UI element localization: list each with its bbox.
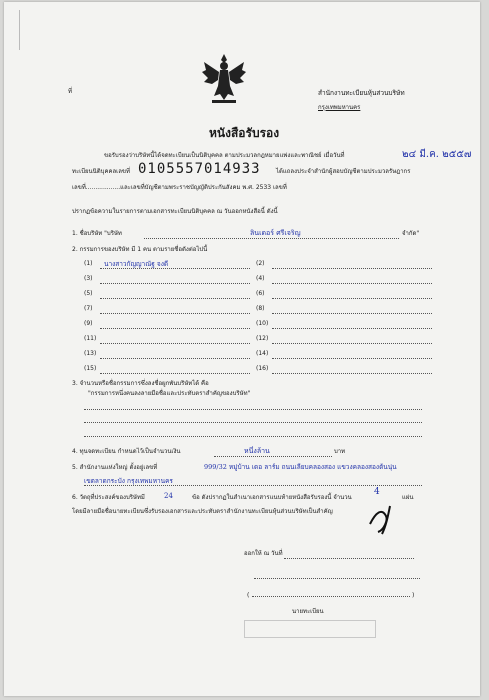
scan-mark <box>19 10 20 50</box>
director-number: (16) <box>256 365 269 372</box>
intro-line-4: ปรากฏข้อความในรายการตามเอกสารทะเบียนนิติบุคคล ณ วันออกหนังสือนี้ ดังนี้ <box>72 208 278 215</box>
reference-label: ที่ <box>68 88 72 95</box>
director-number: (9) <box>84 320 93 327</box>
director-name: นางสาวกัญญาณัฐ จงดี <box>104 260 169 268</box>
reg-number-label: ทะเบียนนิติบุคคลเลขที่ <box>72 168 130 175</box>
director-number: (14) <box>256 350 269 357</box>
director-number: (8) <box>256 305 265 312</box>
document-page <box>4 2 480 696</box>
office-name: สำนักงานทะเบียนหุ้นส่วนบริษัท <box>318 89 405 97</box>
garuda-emblem-icon <box>200 50 248 106</box>
signing-text: "กรรมการหนึ่งคนลงลายมือชื่อและประทับตราสำคัญของบริษัท" <box>88 390 251 397</box>
intro-line-2-tail: ได้แถลงประจำสำนักผู้สอบบัญชีตามประมวลรัษฎากร <box>276 168 411 175</box>
item-4-label: 4. ทุนจดทะเบียน กำหนดไว้เป็นจำนวนเงิน <box>72 448 181 455</box>
company-name: ลินเดอร์ ศรีเจริญ <box>250 229 301 237</box>
director-number: (1) <box>84 260 93 267</box>
office-address-1: 999/32 หมู่บ้าน เดอ ลาร์ม ถนนเลียบคลองสอง แขวงคลองสองต้นนุ่น <box>204 463 397 471</box>
office-address-2: เขตลาดกระบัง กรุงเทพมหานคร <box>84 477 173 485</box>
paren-open: ( <box>247 592 250 599</box>
director-number: (4) <box>256 275 265 282</box>
registration-number: 0105557014933 <box>138 161 261 177</box>
intro-line-1: ขอรับรองว่าบริษัทนี้ได้จดทะเบียนเป็นนิติบุคคล ตามประมวลกฎหมายแพ่งและพาณิชย์ เมื่อวันที่ <box>104 152 345 159</box>
director-number: (3) <box>84 275 93 282</box>
director-number: (11) <box>84 335 97 342</box>
objectives-text: ข้อ ดังปรากฏในสำเนาเอกสารแนบท้ายหนังสือรับรองนี้ จำนวน <box>192 494 352 501</box>
registrar-title: นายทะเบียน <box>292 608 324 615</box>
item-2-label: 2. กรรมการของบริษัท มี 1 คน ตามรายชื่อดังต่อไปนี้ <box>72 246 208 253</box>
objectives-line-2: โดยมีลายมือชื่อนายทะเบียนซึ่งรับรองเอกสารและประทับตราสำนักงานทะเบียนหุ้นส่วนบริษัทเป็นสำคัญ <box>72 508 333 515</box>
issued-date-label: ออกให้ ณ วันที่ <box>244 550 283 557</box>
director-number: (5) <box>84 290 93 297</box>
item-5-label: 5. สำนักงานแห่งใหญ่ ตั้งอยู่เลขที่ <box>72 464 158 471</box>
company-suffix: จำกัด" <box>402 230 420 237</box>
item-6-label: 6. วัตถุที่ประสงค์ของบริษัทมี <box>72 494 145 501</box>
pages-unit: แผ่น <box>402 494 414 501</box>
capital-unit: บาท <box>334 448 346 455</box>
capital-value: หนึ่งล้าน <box>244 447 270 455</box>
signature-icon <box>364 502 404 536</box>
intro-line-3: เลขที่..................และเลขที่บัญชีตามพระราชบัญญัติประกันสังคม พ.ศ. 2533 เลขที่ <box>72 184 287 191</box>
director-number: (12) <box>256 335 269 342</box>
paren-close: ) <box>412 592 415 599</box>
director-number: (7) <box>84 305 93 312</box>
background-stamp <box>244 620 376 638</box>
director-number: (6) <box>256 290 265 297</box>
director-number: (10) <box>256 320 269 327</box>
objectives-count: 24 <box>164 492 173 500</box>
item-1-label: 1. ชื่อบริษัท "บริษัท <box>72 230 122 237</box>
director-number: (15) <box>84 365 97 372</box>
item-3-label: 3. จำนวนหรือชื่อกรรมการซึ่งลงชื่อผูกพันบริษัทได้ คือ <box>72 380 209 387</box>
pages-count: 4 <box>374 487 380 497</box>
director-number: (2) <box>256 260 265 267</box>
office-location: กรุงเทพมหานคร <box>318 104 361 111</box>
director-number: (13) <box>84 350 97 357</box>
document-title: หนังสือรับรอง <box>209 126 280 140</box>
issue-date: ๒๔ มี.ค. ๒๕๕๗ <box>402 149 472 160</box>
